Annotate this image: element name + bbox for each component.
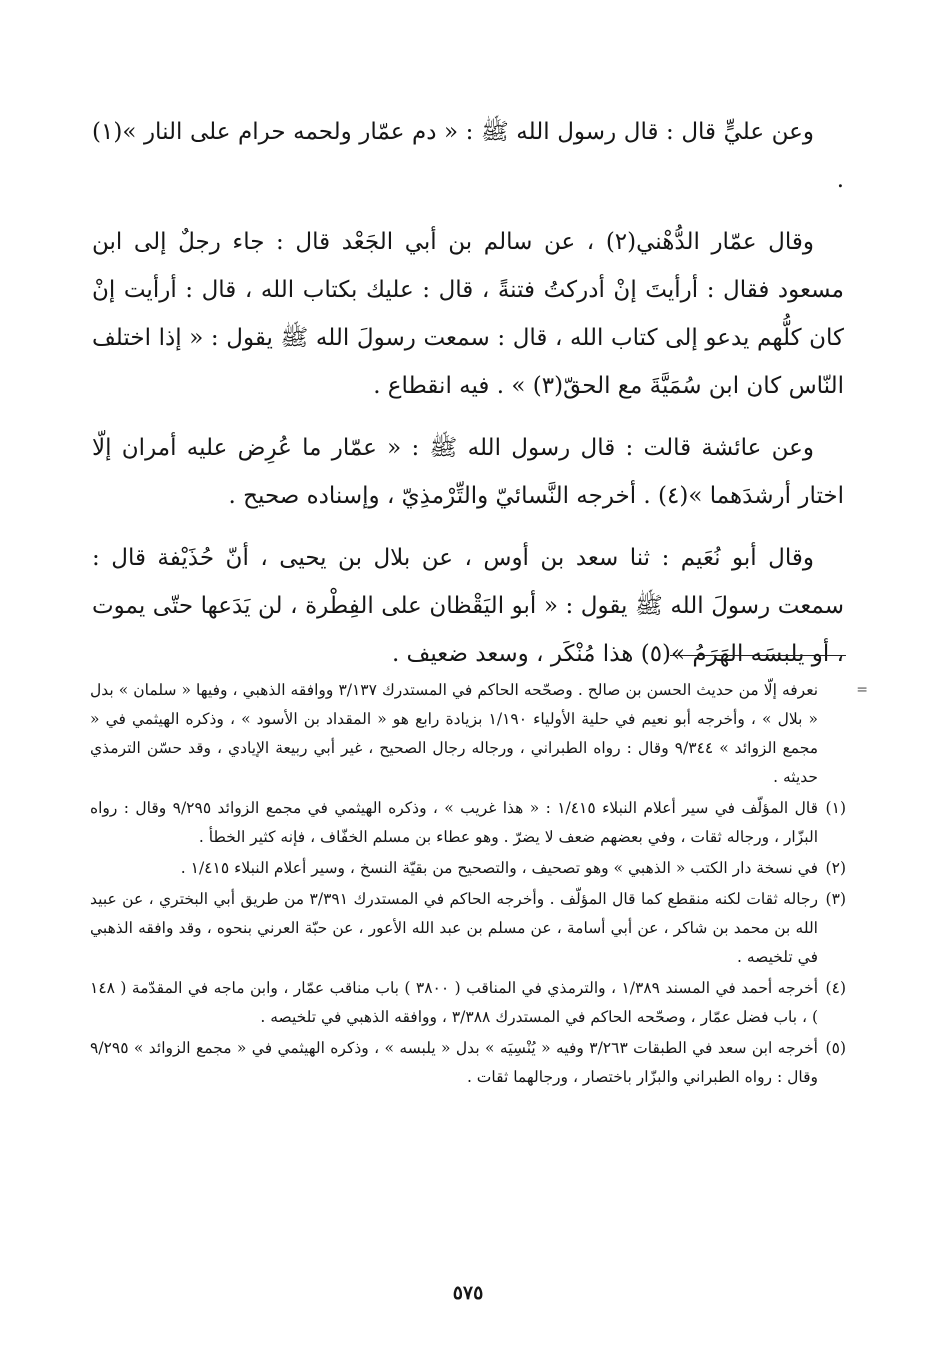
footnote-2 (90, 854, 846, 883)
footnote-marker: (٢) (825, 859, 846, 877)
footnote-text: أخرجه ابن سعد في الطبقات ٣/٢٦٣ وفيه « يُنْسِيَه » بدل « يلبسه » ، وذكره الهيثمي في « مجمع الزوائد » ٩/٢٩٥ وقال : رواه الطبراني والبزّار باختصار ، ورجالهما ثقات . (90, 1039, 818, 1086)
paragraph-ammar-duhni (92, 218, 844, 410)
paragraph-ali (92, 108, 844, 204)
footnote-1 (90, 794, 846, 852)
footnote-3 (90, 885, 846, 972)
footnote-divider (670, 655, 846, 656)
paragraph-abu-nuaym (92, 534, 844, 678)
paragraph-text: وعن عائشة قالت : قال رسول الله ﷺ : « عمّار ما عُرِض عليه أمران إلّا اختار أرشدَهما »(٤) . أخرجه النَّسائيّ والتِّرْمذِيّ ، وإسناده صحيح . (92, 435, 844, 509)
footnote-5 (90, 1034, 846, 1092)
footnote-text: رجاله ثقات لكنه منقطع كما قال المؤلّف . وأخرجه الحاكم في المستدرك ٣/٣٩١ من طريق أبي البختري ، عن عبيد الله بن محمد بن شاكر ، عن أبي أسامة ، عن مسلم بن عبد الله الأعور ، عن حبّة العرني بنحوه ، وقد وافقه الذهبي في تلخيصه . (90, 890, 819, 966)
paragraph-text: وعن عليٍّ قال : قال رسول الله ﷺ : « دم عمّار ولحمه حرام على النار »(١) . (92, 119, 844, 193)
footnote-text: نعرفه إلّا من حديث الحسن بن صالح . وصحّحه الحاكم في المستدرك ٣/١٣٧ ووافقه الذهبي ، وفيها « سلمان » بدل « بلال » ، وأخرجه أبو نعيم في حلية الأولياء ١/١٩٠ بزيادة رابع هو « المقداد بن الأسود » ، وذكره الهيثمي في « مجمع الزوائد » ٩/٣٤٤ وقال : رواه الطبراني ، ورجاله رجال الصحيح ، غير أبي ربيعة الإيادي ، وقد حسّن الترمذي حديثه . (90, 681, 819, 786)
footnote-marker: (١) (825, 799, 846, 817)
main-text (92, 108, 844, 692)
footnote-text: في نسخة دار الكتب « الذهبي » وهو تصحيف ، والتصحيح من بقيّة النسخ ، وسير أعلام النبلاء ١/٤١٥ . (180, 859, 818, 877)
footnote-marker: = (856, 682, 868, 698)
paragraph-text: وقال عمّار الدُّهْني(٢) ، عن سالم بن أبي الجَعْد قال : جاء رجلٌ إلى ابن مسعود فقال : أرأيتَ إنْ أدركتُ فتنةً ، قال : عليك بكتاب الله ، قال : أرأيت إنْ كان كلُّهم يدعو إلى كتاب الله ، قال : سمعت رسولَ الله ﷺ يقول : « إذا اختلف النّاس كان ابن سُمَيَّةَ مع الحقّ(٣) » . فيه انقطاع . (92, 229, 844, 399)
footnote-marker: (٥) (825, 1039, 846, 1057)
footnotes (90, 676, 868, 1094)
paragraph-aisha (92, 424, 844, 520)
footnote-text: أخرجه أحمد في المسند ١/٣٨٩ ، والترمذي في المناقب ( ٣٨٠٠ ) باب مناقب عمّار ، وابن ماجه في المقدّمة ( ١٤٨ ) ، باب فضل عمّار ، وصحّحه الحاكم في المستدرك ٣/٣٨٨ ، ووافقه الذهبي في تلخيصه . (90, 979, 818, 1026)
footnote-continuation (90, 676, 868, 792)
paragraph-text: وقال أبو نُعَيم : ثنا سعد بن أوس ، عن بلال بن يحيى ، أنّ حُذَيْفة قال : سمعت رسولَ الله ﷺ يقول : « أبو اليَقْظان على الفِطْرة ، لن يَدَعها حتّى يموت ، أو يلبسَه الهَرَمُ »(٥) هذا مُنْكَر ، وسعد ضعيف . (92, 545, 844, 667)
footnote-marker: (٣) (825, 890, 846, 908)
page-number: ٥٧٥ (452, 1282, 484, 1304)
footnote-marker: (٤) (825, 979, 846, 997)
footnote-4 (90, 974, 846, 1032)
footnote-text: قال المؤلّف في سير أعلام النبلاء ١/٤١٥ : « هذا غريب » ، وذكره الهيثمي في مجمع الزوائد ٩/٢٩٥ وقال : رواه البزّار ، ورجاله ثقات ، وفي بعضهم ضعف لا يضرّ . وهو عطاء بن مسلم الخفّاف ، فإنه كثير الخطأ . (90, 799, 818, 846)
